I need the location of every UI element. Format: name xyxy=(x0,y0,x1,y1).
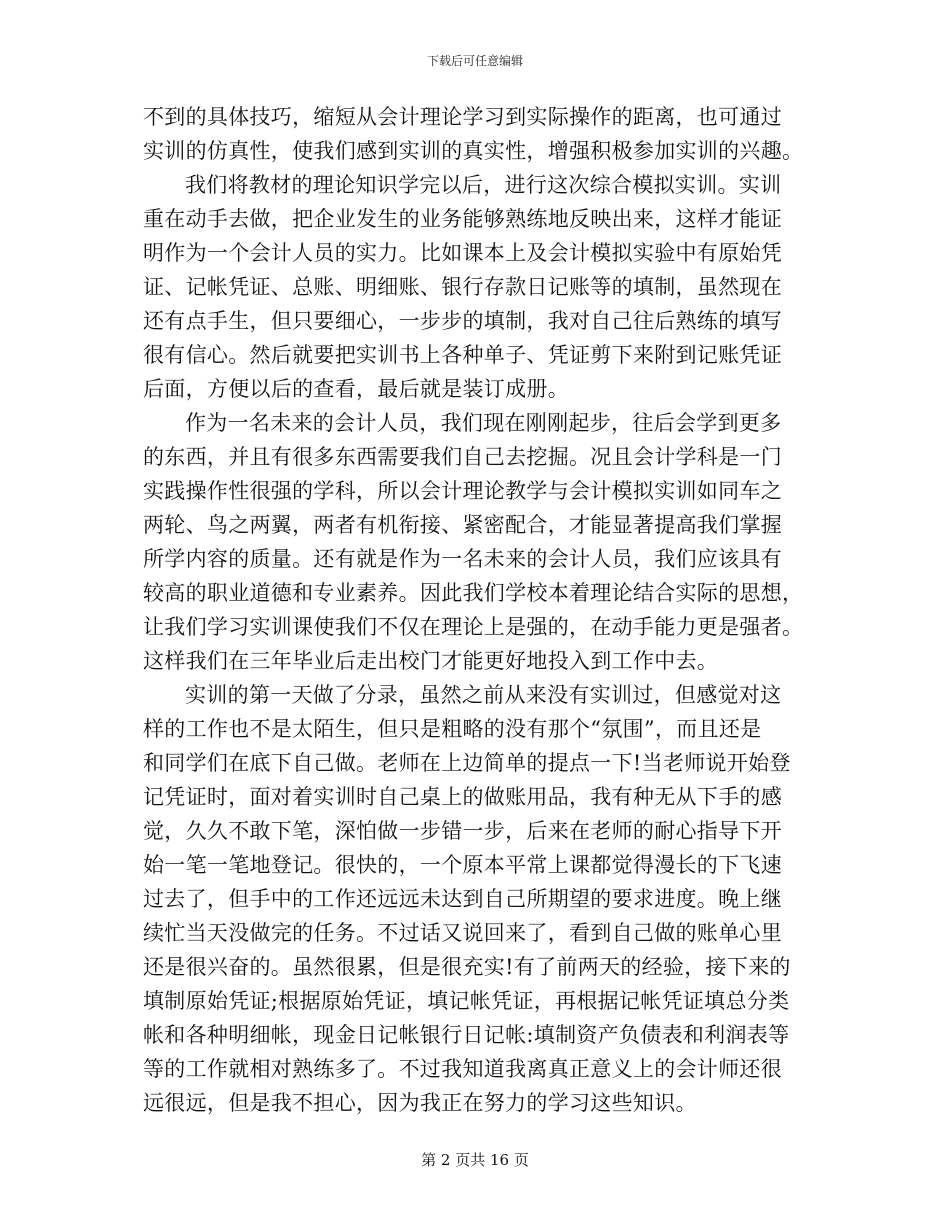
text-line: 很有信心。然后就要把实训书上各种单子、凭证剪下来附到记账凭证 xyxy=(143,343,782,367)
text-line: 过去了，但手中的工作还远远未达到自己所期望的要求进度。晚上继 xyxy=(143,887,782,911)
text-line: 始一笔一笔地登记。很快的，一个原本平常上课都觉得漫长的下飞速 xyxy=(143,853,782,877)
text-line: 证、记帐凭证、总账、明细账、银行存款日记账等的填制，虽然现在 xyxy=(143,275,782,299)
text-line: 帐和各种明细帐，现金日记帐银行日记帐:填制资产负债表和利润表等 xyxy=(143,1023,790,1047)
text-line: 两轮、鸟之两翼，两者有机衔接、紧密配合，才能显著提高我们掌握 xyxy=(143,513,782,537)
text-line: 还有点手生，但只要细心，一步步的填制，我对自己往后熟练的填写 xyxy=(143,309,782,333)
page-footer: 第 2 页共 16 页 xyxy=(421,1151,529,1169)
document-body xyxy=(143,100,806,1120)
text-line: 这样我们在三年毕业后走出校门才能更好地投入到工作中去。 xyxy=(143,649,719,673)
text-line: 的东西，并且有很多东西需要我们自己去挖掘。况且会计学科是一门 xyxy=(143,445,782,469)
text-line: 记凭证时，面对着实训时自己桌上的做账用品，我有种无从下手的感 xyxy=(143,785,782,809)
text-line: 续忙当天没做完的任务。不过话又说回来了，看到自己做的账单心里 xyxy=(143,921,782,945)
text-line: 实训的第一天做了分录，虽然之前从来没有实训过，但感觉对这 xyxy=(185,683,782,707)
text-line: 作为一名未来的会计人员，我们现在刚刚起步，往后会学到更多 xyxy=(185,411,782,435)
text-line: 实践操作性很强的学科，所以会计理论教学与会计模拟实训如同车之 xyxy=(143,479,782,503)
text-line: 等的工作就相对熟练多了。不过我知道我离真正意义上的会计师还很 xyxy=(143,1057,782,1081)
text-line: 还是很兴奋的。虽然很累，但是很充实!有了前两天的经验，接下来的 xyxy=(143,955,791,979)
text-line: 样的工作也不是太陌生，但只是粗略的没有那个“氛围”，而且还是 xyxy=(143,717,762,741)
text-line: 不到的具体技巧，缩短从会计理论学习到实际操作的距离，也可通过 xyxy=(143,105,782,129)
text-line: 远很远，但是我不担心，因为我正在努力的学习这些知识。 xyxy=(143,1091,697,1115)
text-line: 明作为一个会计人员的实力。比如课本上及会计模拟实验中有原始凭 xyxy=(143,241,782,265)
text-line: 和同学们在底下自己做。老师在上边简单的提点一下!当老师说开始登 xyxy=(143,751,791,775)
text-line: 重在动手去做，把企业发生的业务能够熟练地反映出来，这样才能证 xyxy=(143,207,782,231)
text-line: 所学内容的质量。还有就是作为一名未来的会计人员，我们应该具有 xyxy=(143,547,782,571)
page-header: 下载后可任意编辑 xyxy=(426,54,523,68)
text-line: 我们将教材的理论知识学完以后，进行这次综合模拟实训。实训 xyxy=(185,173,782,197)
text-line: 较高的职业道德和专业素养。因此我们学校本着理论结合实际的思想， xyxy=(143,581,804,605)
text-line: 实训的仿真性，使我们感到实训的真实性，增强积极参加实训的兴趣。 xyxy=(143,139,804,163)
text-line: 填制原始凭证;根据原始凭证，填记帐凭证，再根据记帐凭证填总分类 xyxy=(143,989,790,1013)
text-line: 后面，方便以后的查看，最后就是装订成册。 xyxy=(143,377,569,401)
text-line: 让我们学习实训课使我们不仅在理论上是强的，在动手能力更是强者。 xyxy=(143,615,804,639)
text-line: 觉，久久不敢下笔，深怕做一步错一步，后来在老师的耐心指导下开 xyxy=(143,819,782,843)
